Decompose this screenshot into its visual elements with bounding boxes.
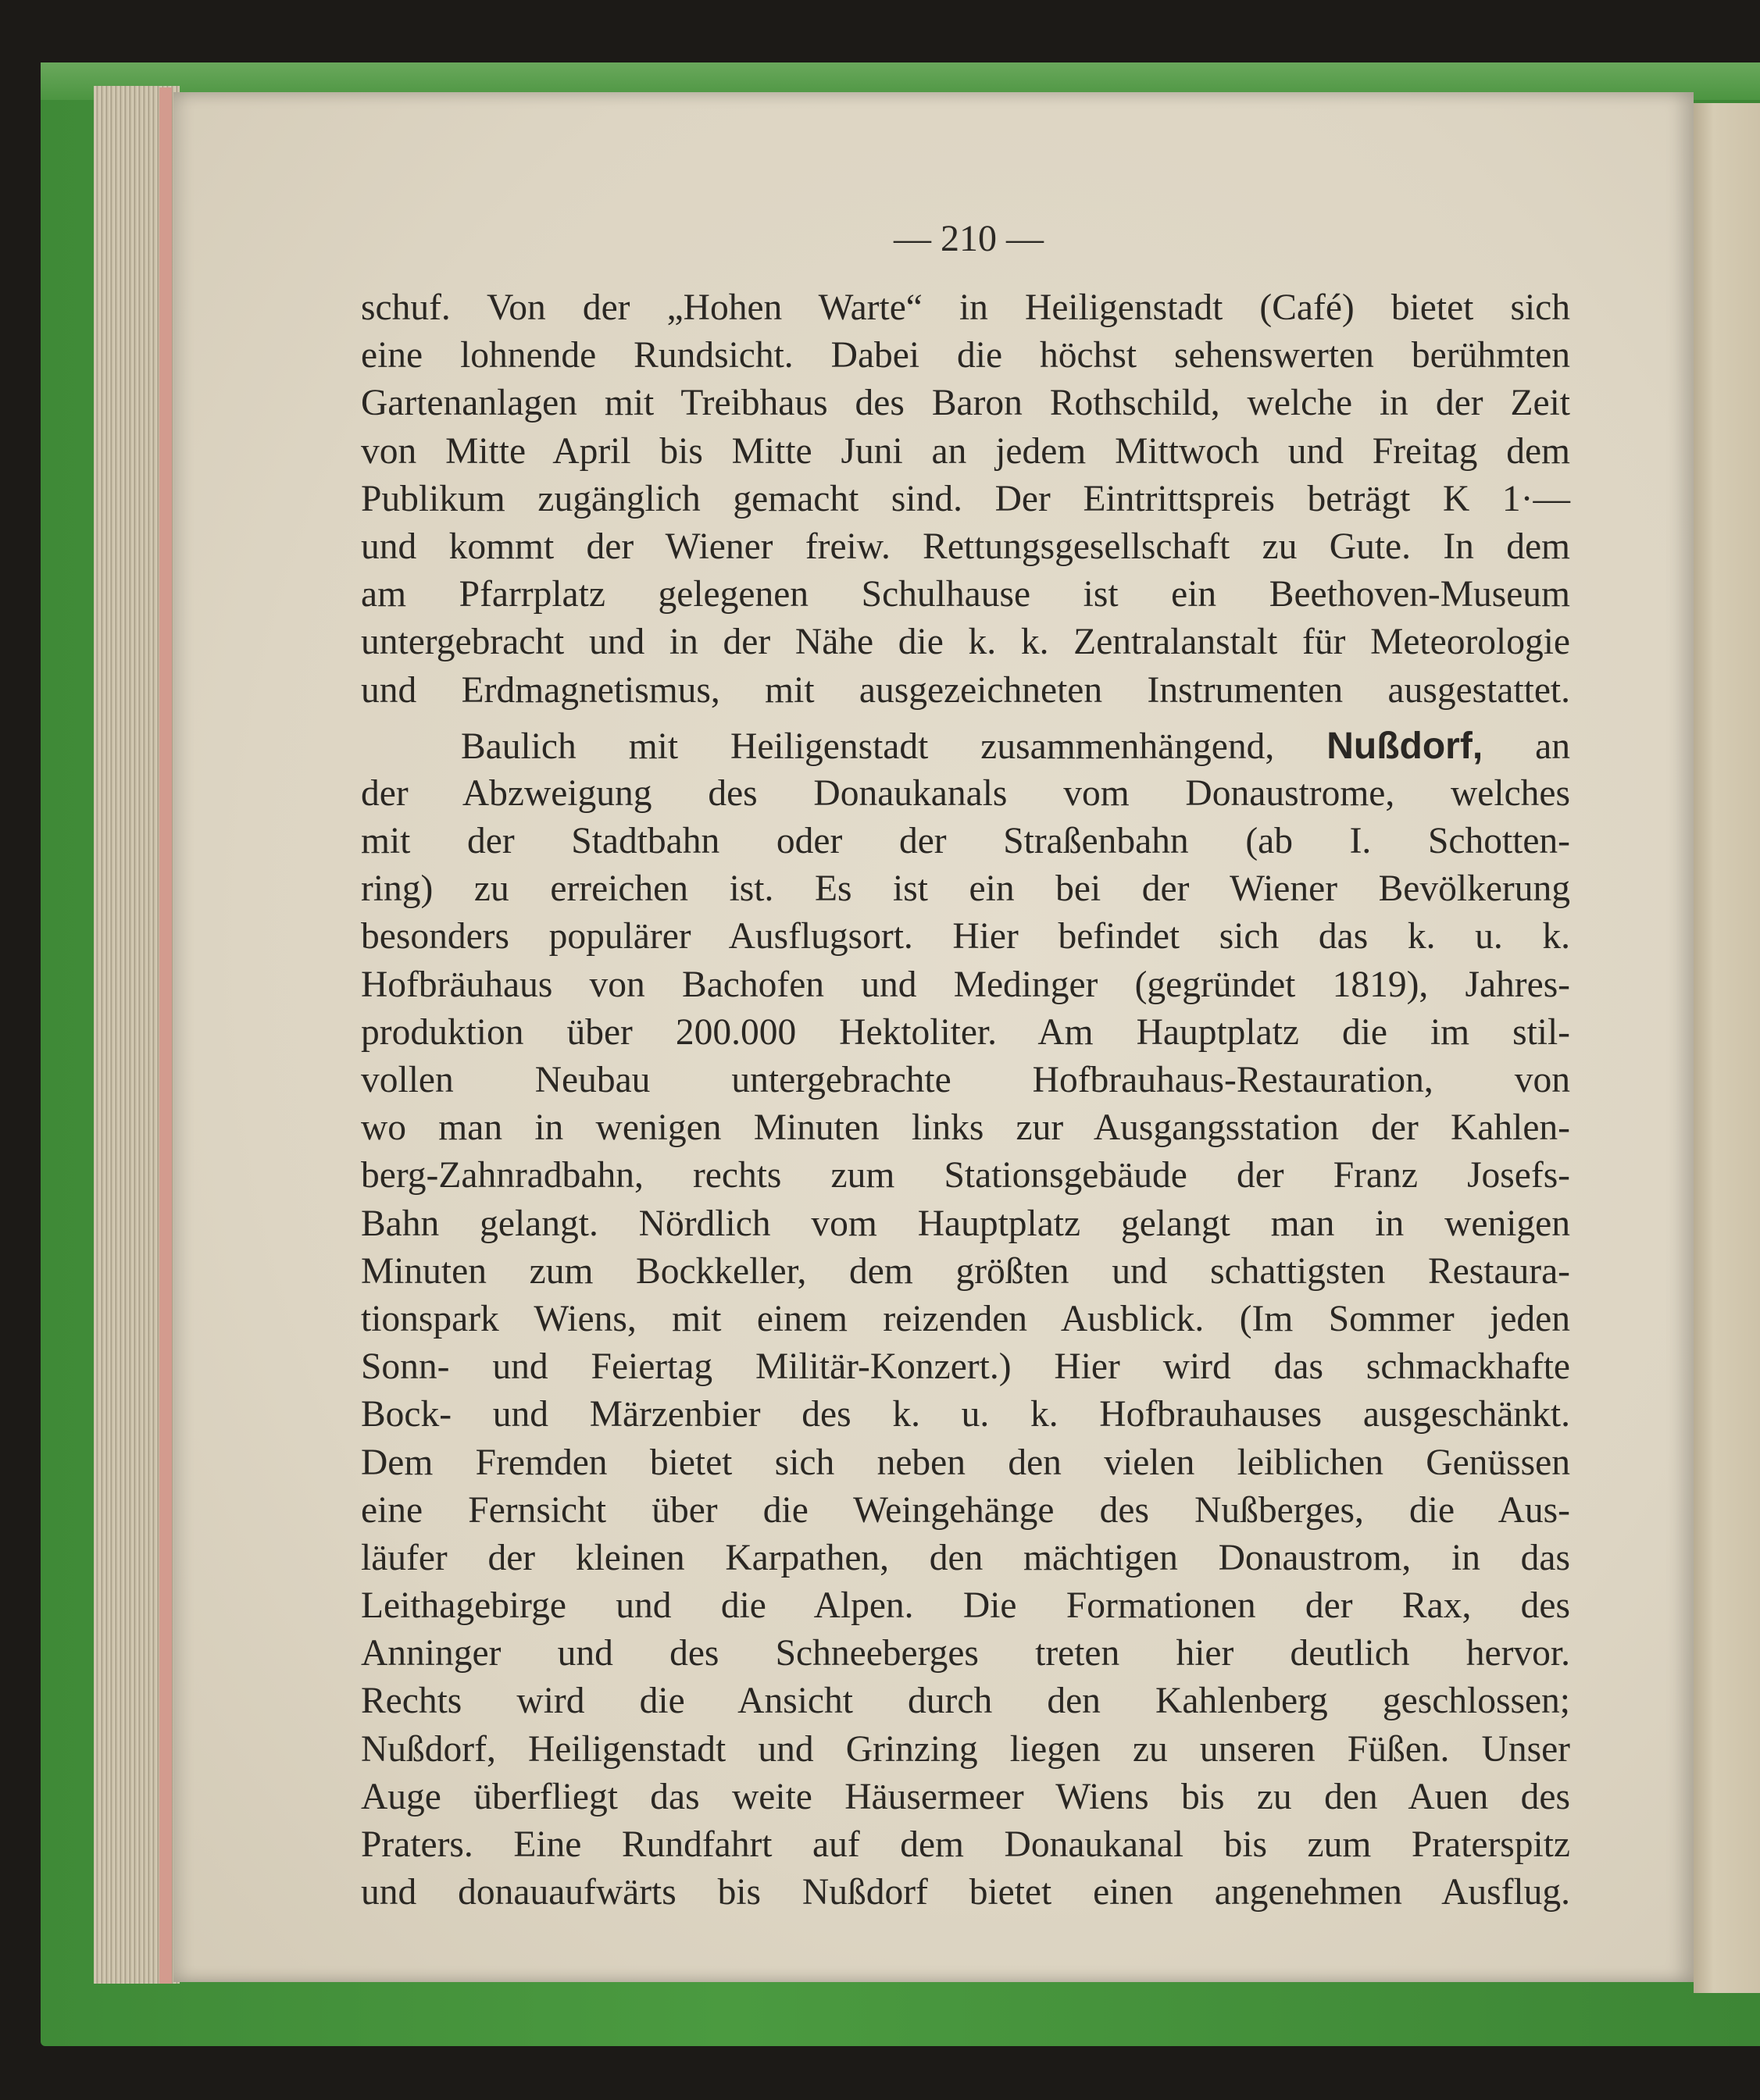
text-line: Dem Fremden bietet sich neben den vielen leiblichen Genüssen: [361, 1442, 1570, 1483]
text-line: Gartenanlagen mit Treibhaus des Baron Rothschild, welche in der Zeit: [361, 383, 1570, 424]
text-line: Praters. Eine Rundfahrt auf dem Donaukanal bis zum Praterspitz: [361, 1824, 1570, 1865]
text-line: tionspark Wiens, mit einem reizenden Ausblick. (Im Sommer jeden: [361, 1298, 1570, 1339]
text-line: wo man in wenigen Minuten links zur Ausgangsstation der Kahlen-: [361, 1107, 1570, 1149]
text-run: an: [1535, 726, 1570, 767]
text-line: produktion über 200.000 Hektoliter. Am Hauptplatz die im stil-: [361, 1011, 1570, 1053]
text-line: Bock- und Märzenbier des k. u. k. Hofbrauhauses ausgeschänkt.: [361, 1394, 1570, 1435]
text-line: und kommt der Wiener freiw. Rettungsgesellschaft zu Gute. In dem: [361, 526, 1570, 567]
text-line: und donauaufwärts bis Nußdorf bietet einen angenehmen Ausflug.: [361, 1872, 1570, 1913]
page-body: [361, 284, 1570, 1916]
text-line: Sonn- und Feiertag Militär-Konzert.) Hier wird das schmackhafte: [361, 1346, 1570, 1388]
paragraph-1: [361, 284, 1570, 715]
text-line: Auge überfliegt das weite Häusermeer Wiens bis zu den Auen des: [361, 1776, 1570, 1817]
text-line: eine lohnende Rundsicht. Dabei die höchst sehenswerten berühmten: [361, 335, 1570, 376]
text-line: besonders populärer Ausflugsort. Hier befindet sich das k. u. k.: [361, 916, 1570, 957]
text-line: Rechts wird die Ansicht durch den Kahlenberg geschlossen;: [361, 1681, 1570, 1722]
text-line: eine Fernsicht über die Weingehänge des Nußberges, die Aus-: [361, 1489, 1570, 1531]
place-name-nussdorf: Nußdorf,: [1326, 725, 1483, 767]
text-line: untergebracht und in der Nähe die k. k. Zentralanstalt für Meteorologie: [361, 622, 1570, 663]
text-line: von Mitte April bis Mitte Juni an jedem Mittwoch und Freitag dem: [361, 430, 1570, 472]
text-line: und Erdmagnetismus, mit ausgezeichneten Instrumenten ausgestattet.: [361, 669, 1570, 711]
text-line: Hofbräuhaus von Bachofen und Medinger (gegründet 1819), Jahres-: [361, 964, 1570, 1005]
paragraph-2: [361, 722, 1570, 1917]
text-line: Anninger und des Schneeberges treten hier deutlich hervor.: [361, 1633, 1570, 1674]
red-page-edge: [159, 87, 172, 1984]
text-line: ring) zu erreichen ist. Es ist ein bei der Wiener Bevölkerung: [361, 868, 1570, 910]
facing-page-edge: [1694, 103, 1760, 1993]
text-line: läufer der kleinen Karpathen, den mächtigen Donaustrom, in das: [361, 1537, 1570, 1578]
text-line: mit der Stadtbahn oder der Straßenbahn (ab I. Schotten-: [361, 821, 1570, 862]
text-line: Bahn gelangt. Nördlich vom Hauptplatz gelangt man in wenigen: [361, 1203, 1570, 1244]
text-line: am Pfarrplatz gelegenen Schulhause ist ein Beethoven-Museum: [361, 574, 1570, 615]
text-line: Minuten zum Bockkeller, dem größten und schattigsten Restaura-: [361, 1250, 1570, 1292]
text-line: Nußdorf, Heiligenstadt und Grinzing liegen zu unseren Füßen. Unser: [361, 1728, 1570, 1770]
page-number: — 210 —: [894, 218, 1044, 259]
text-line: der Abzweigung des Donaukanals vom Donaustrome, welches: [361, 772, 1570, 814]
text-line: vollen Neubau untergebrachte Hofbrauhaus-Restauration, von: [361, 1060, 1570, 1100]
text-line-first: [361, 722, 1570, 770]
text-line: schuf. Von der „Hohen Warte“ in Heiligenstadt (Café) bietet sich: [361, 287, 1570, 328]
text-line: Leithagebirge und die Alpen. Die Formationen der Rax, des: [361, 1585, 1570, 1627]
text-line: berg-Zahnradbahn, rechts zum Stationsgebäude der Franz Josefs-: [361, 1155, 1570, 1196]
text-line: Publikum zugänglich gemacht sind. Der Eintrittspreis beträgt K 1·—: [361, 478, 1570, 519]
text-run: Baulich mit Heiligenstadt zusammenhängend,: [461, 726, 1275, 767]
